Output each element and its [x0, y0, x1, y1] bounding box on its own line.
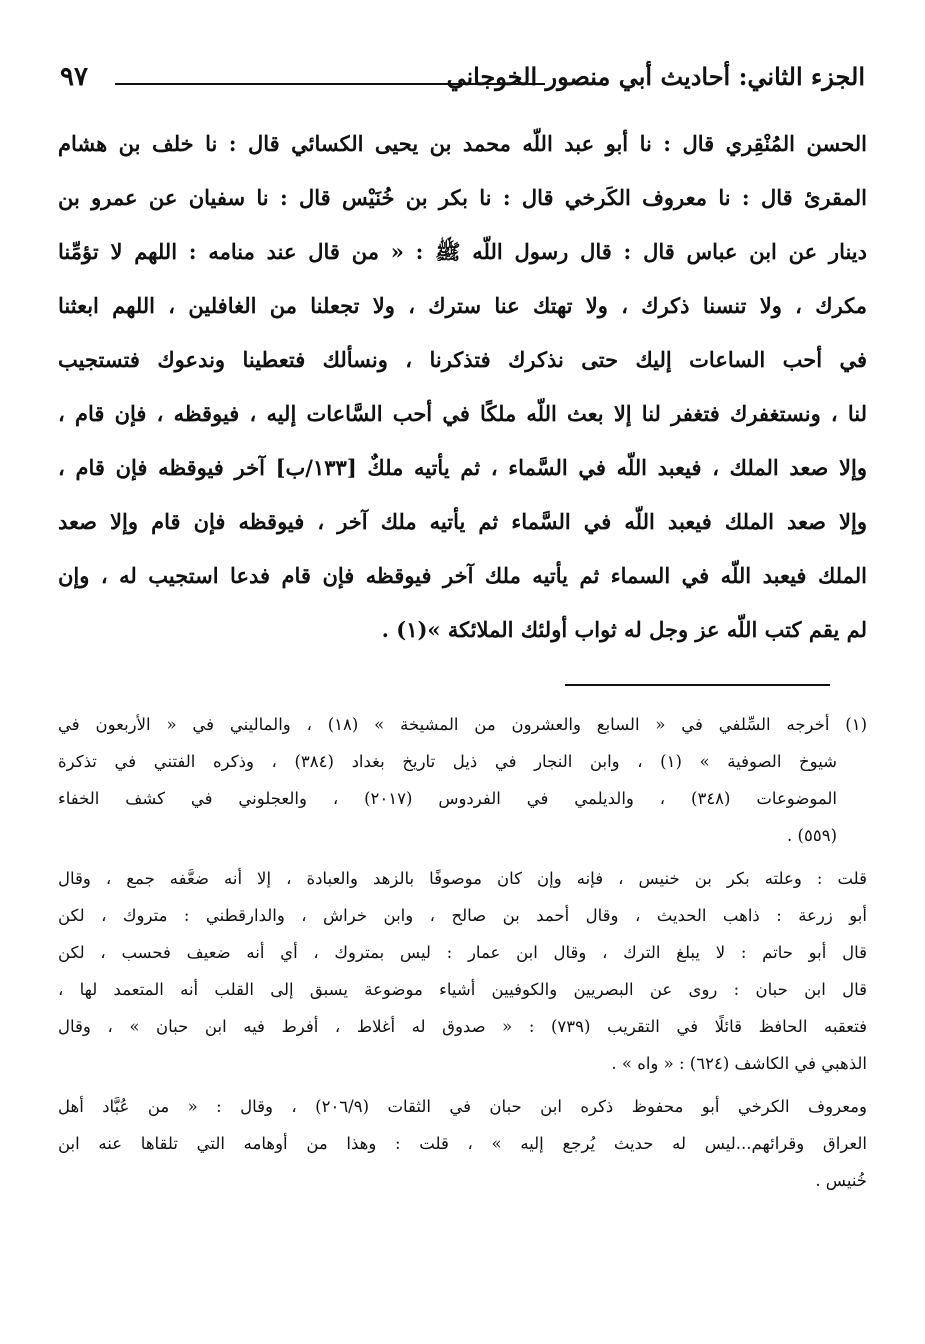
main-text-line: الحسن المُنْقِري قال : نا أبو عبد اللّه محمد بن يحيى الكسائي قال : نا خلف بن هشام: [58, 131, 867, 156]
footnote-line: قلت : وعلته بكر بن خنيس ، فإنه وإن كان موصوفًا بالزهد والعبادة ، إلا أنه ضعَّفه جمع ، وقال: [58, 869, 867, 888]
footnote-line: الذهبي في الكاشف (٦٢٤) : « واه » .: [611, 1054, 867, 1073]
page-number: ٩٧: [60, 62, 88, 92]
main-text-line: لم يقم كتب اللّه عز وجل له ثواب أولئك الملائكة »(١) .: [381, 617, 867, 642]
footnote-line: ومعروف الكرخي أبو محفوظ ذكره ابن حبان في الثقات (٢٠٦/٩) ، وقال : « من عُبَّاد أهل: [58, 1097, 867, 1116]
footnote-line: فتعقبه الحافظ قائلًا في التقريب (٧٣٩) : « صدوق له أغلاط ، أفرط فيه ابن حبان » ، وقال: [58, 1017, 867, 1036]
main-text-line: وإلا صعد الملك فيعبد اللّه في السَّماء ثم يأتيه ملك آخر ، فيوقظه فإن قام وإلا صعد: [58, 509, 867, 534]
main-text: [58, 117, 867, 657]
main-text-line: دينار عن ابن عباس قال : قال رسول اللّه ﷺ : « من قال عند منامه : اللهم لا تؤمِّنا: [58, 239, 867, 264]
footnote-line: قال ابن حبان : روى عن البصريين والكوفيين أشياء موضوعة يسبق إلى القلب أنه المتعمد لها ،: [58, 980, 867, 999]
running-title: الجزء الثاني: أحاديث أبي منصور الخوجاني: [446, 62, 865, 91]
footnote-separator: [565, 684, 830, 686]
footnote-line: أبو زرعة : ذاهب الحديث ، وقال أحمد بن صالح ، وابن خراش ، والدارقطني : متروك ، لكن: [58, 906, 867, 925]
footnote-line: الموضوعات (٣٤٨) ، والديلمي في الفردوس (٢٠١٧) ، والعجلوني في كشف الخفاء: [58, 789, 838, 808]
footnote-line: خُنيس .: [815, 1171, 867, 1190]
main-text-line: الملك فيعبد اللّه في السماء ثم يأتيه ملك آخر فيوقظه فإن قام فدعا استجيب له ، وإن: [58, 563, 867, 588]
main-text-line: وإلا صعد الملك ، فيعبد اللّه في السَّماء ، ثم يأتيه ملكٌ [١٣٣/ب] آخر فيوقظه فإن قام ،: [58, 455, 867, 480]
footnotes: [58, 706, 867, 1199]
footnote-line: (١) أخرجه السِّلفي في « السابع والعشرون من المشيخة » (١٨) ، والماليني في « الأربعون في: [58, 715, 867, 734]
main-text-line: لنا ، ونستغفرك فتغفر لنا إلا بعث اللّه ملكًا في أحب السَّاعات إليه ، فيوقظه ، فإن قام ،: [58, 401, 867, 426]
main-text-line: مكرك ، ولا تنسنا ذكرك ، ولا تهتك عنا سترك ، ولا تجعلنا من الغافلين ، اللهم ابعثنا: [58, 293, 867, 318]
header-rule: [115, 83, 545, 85]
footnote-line: (٥٥٩) .: [787, 826, 837, 845]
main-text-line: في أحب الساعات إليك حتى نذكرك فتذكرنا ، ونسألك فتعطينا وندعوك فتستجيب: [58, 347, 867, 372]
main-text-line: المقرئ قال : نا معروف الكَرخي قال : نا بكر بن خُنَيْس قال : نا سفيان عن عمرو بن: [58, 185, 867, 210]
footnote-line: قال أبو حاتم : لا يبلغ الترك ، وقال ابن عمار : ليس بمتروك ، أي أنه ضعيف فحسب ، لكن: [58, 943, 867, 962]
footnote-line: شيوخ الصوفية » (١) ، وابن النجار في ذيل تاريخ بغداد (٣٨٤) ، وذكره الفتني في تذكرة: [58, 752, 838, 771]
running-header: [60, 62, 865, 102]
footnote-line: العراق وقرائهم...ليس له حديث يُرجع إليه » ، قلت : وهذا من أوهامه التي تلقاها عنه ابن: [58, 1134, 867, 1153]
